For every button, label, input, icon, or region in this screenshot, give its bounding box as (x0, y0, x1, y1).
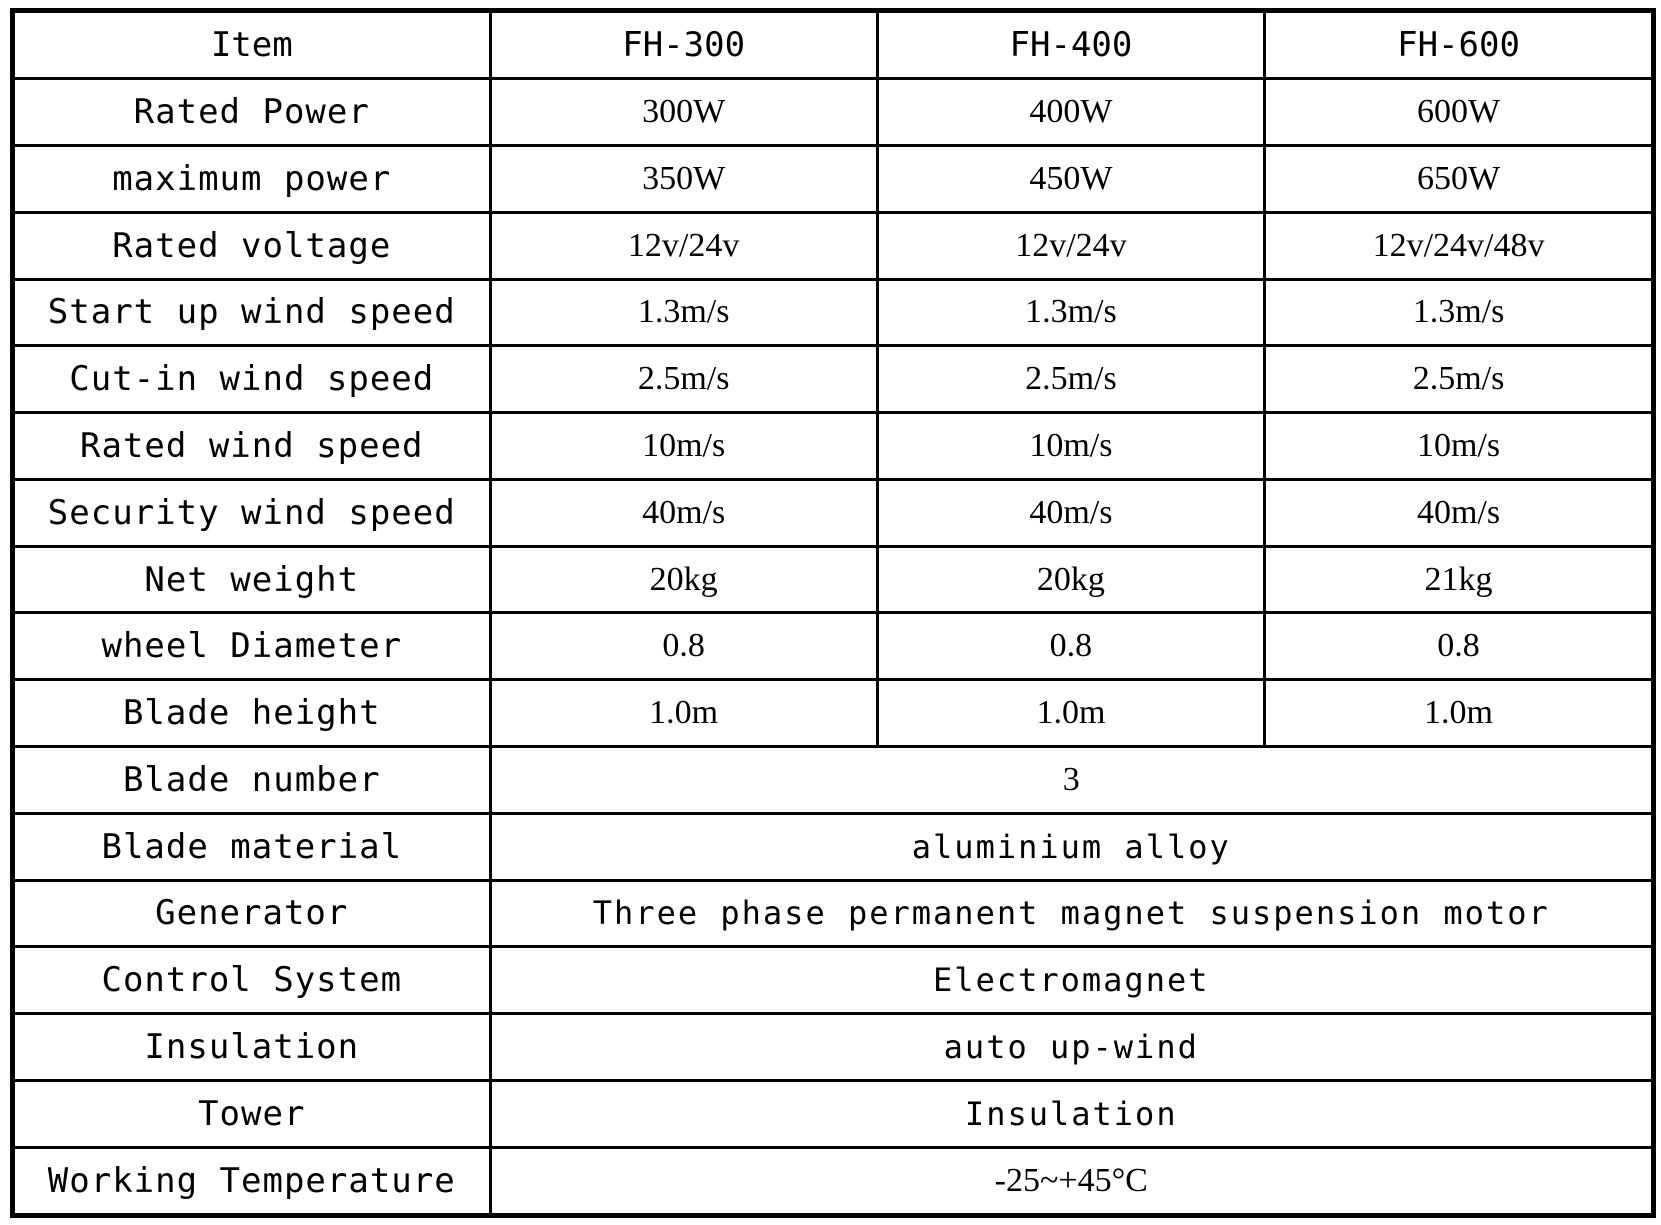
cell-value: 12v/24v (490, 212, 877, 279)
table-row (13, 146, 1654, 213)
row-label: Cut-in wind speed (13, 346, 491, 413)
header-model-fh400: FH-400 (877, 11, 1264, 79)
row-label: Insulation (13, 1014, 491, 1081)
cell-value: 40m/s (1265, 479, 1654, 546)
header-row (13, 11, 1654, 79)
header-model-fh600: FH-600 (1265, 11, 1654, 79)
cell-value: 300W (490, 79, 877, 146)
table-row (13, 746, 1654, 813)
header-item: Item (13, 11, 491, 79)
cell-value: 350W (490, 146, 877, 213)
cell-value: 2.5m/s (877, 346, 1264, 413)
table-row (13, 79, 1654, 146)
cell-value: 1.0m (877, 680, 1264, 747)
cell-value: 1.3m/s (1265, 279, 1654, 346)
table-row (13, 680, 1654, 747)
cell-value: 10m/s (1265, 413, 1654, 480)
row-label: Rated voltage (13, 212, 491, 279)
cell-value: 600W (1265, 79, 1654, 146)
row-label: Start up wind speed (13, 279, 491, 346)
cell-value: 2.5m/s (490, 346, 877, 413)
cell-value: 10m/s (490, 413, 877, 480)
table-row (13, 279, 1654, 346)
table-row (13, 212, 1654, 279)
row-label: Rated wind speed (13, 413, 491, 480)
row-label: Blade number (13, 746, 491, 813)
table-row (13, 947, 1654, 1014)
row-label: wheel Diameter (13, 613, 491, 680)
table-row (13, 413, 1654, 480)
row-label: maximum power (13, 146, 491, 213)
spec-table (10, 8, 1656, 1218)
cell-value: 1.0m (490, 680, 877, 747)
table-row (13, 613, 1654, 680)
table-row (13, 479, 1654, 546)
cell-value: 1.3m/s (490, 279, 877, 346)
row-label: Control System (13, 947, 491, 1014)
shared-value: 3 (490, 746, 1653, 813)
cell-value: 2.5m/s (1265, 346, 1654, 413)
cell-value: 12v/24v (877, 212, 1264, 279)
table-row (13, 1147, 1654, 1215)
row-label: Security wind speed (13, 479, 491, 546)
cell-value: 10m/s (877, 413, 1264, 480)
row-label: Net weight (13, 546, 491, 613)
cell-value: 40m/s (877, 479, 1264, 546)
table-row (13, 1080, 1654, 1147)
shared-value: Three phase permanent magnet suspension motor (490, 880, 1653, 947)
row-label: Tower (13, 1080, 491, 1147)
cell-value: 0.8 (1265, 613, 1654, 680)
table-row (13, 813, 1654, 880)
row-label: Working Temperature (13, 1147, 491, 1215)
cell-value: 0.8 (490, 613, 877, 680)
shared-value: Electromagnet (490, 947, 1653, 1014)
row-label: Blade material (13, 813, 491, 880)
spec-sheet (10, 8, 1656, 1218)
shared-value: aluminium alloy (490, 813, 1653, 880)
cell-value: 0.8 (877, 613, 1264, 680)
shared-value: auto up-wind (490, 1014, 1653, 1081)
table-row (13, 346, 1654, 413)
table-row (13, 880, 1654, 947)
cell-value: 400W (877, 79, 1264, 146)
cell-value: 40m/s (490, 479, 877, 546)
row-label: Blade height (13, 680, 491, 747)
cell-value: 20kg (490, 546, 877, 613)
cell-value: 1.0m (1265, 680, 1654, 747)
cell-value: 12v/24v/48v (1265, 212, 1654, 279)
header-model-fh300: FH-300 (490, 11, 877, 79)
shared-value: -25~+45°C (490, 1147, 1653, 1215)
row-label: Rated Power (13, 79, 491, 146)
row-label: Generator (13, 880, 491, 947)
cell-value: 450W (877, 146, 1264, 213)
shared-value: Insulation (490, 1080, 1653, 1147)
cell-value: 1.3m/s (877, 279, 1264, 346)
table-row (13, 1014, 1654, 1081)
cell-value: 21kg (1265, 546, 1654, 613)
table-row (13, 546, 1654, 613)
cell-value: 20kg (877, 546, 1264, 613)
cell-value: 650W (1265, 146, 1654, 213)
